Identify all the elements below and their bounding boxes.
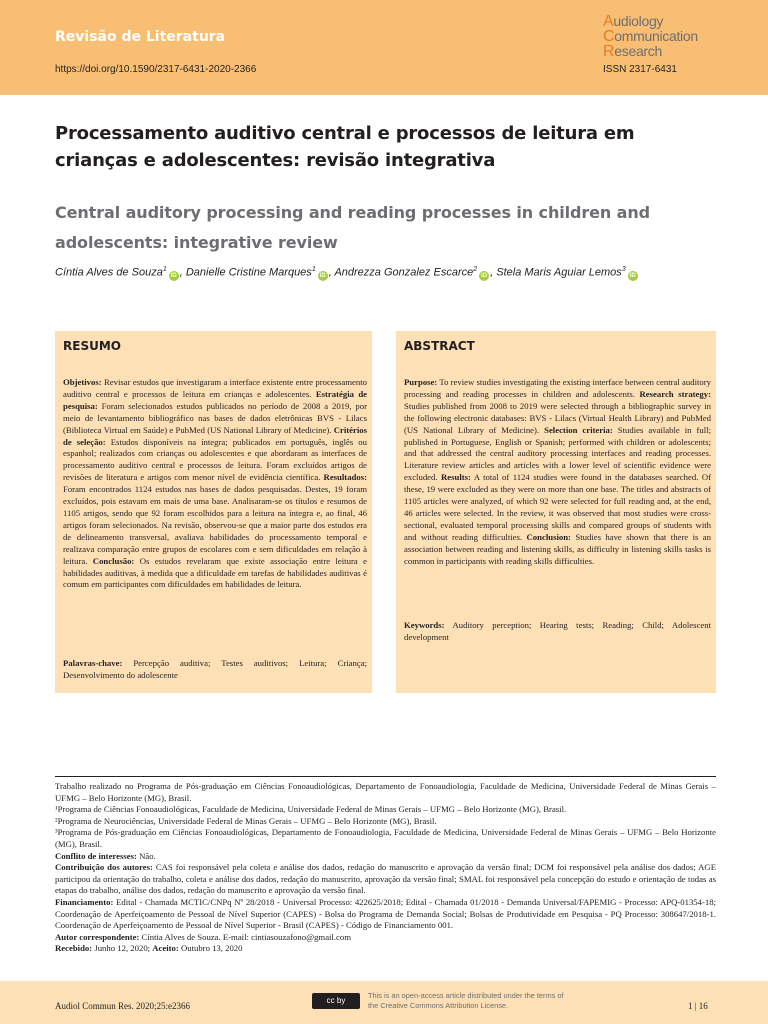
author-name: Cíntia Alves de Souza [55, 266, 163, 279]
abstract-purpose-label: Purpose: [404, 377, 438, 387]
corresp-text: Cíntia Alves de Souza. E-mail: cintiasouzafono@gmail.com [139, 931, 352, 942]
abstract-heading: ABSTRACT [404, 339, 475, 353]
author-separator: , [328, 266, 335, 279]
orcid-icon[interactable]: iD [319, 272, 326, 279]
accepted-text: Outubro 13, 2020 [178, 943, 243, 954]
resumo-estrategia: Foram selecionados estudos publicados no período de 2008 a 2019, por meio de levantamento bibliográfico nas bases de dados eletrônicas BVS - Lilacs (Biblioteca Virtual em Saúde) e PubMed (US National Library of Medicine). [63, 400, 367, 435]
resumo-objetivos: Revisar estudos que investigaram a interface existente entre processamento auditivo central e processos de leitura em crianças e adolescentes. [63, 377, 367, 399]
title-english: Central auditory processing and reading processes in children and adolescents: integrative review [55, 203, 651, 252]
orcid-icon[interactable]: iD [481, 272, 488, 279]
abstract-strategy-label: Research strategy: [639, 388, 711, 399]
abstract-keywords-label: Keywords: [404, 620, 445, 630]
author-affiliation: 3 [621, 266, 626, 273]
logo-letter-r: R [603, 43, 615, 60]
author-name: Andrezza Gonzalez Escarce [334, 266, 474, 279]
abstract-criteria-label: Selection criteria: [544, 424, 613, 435]
doi-link[interactable]: https://doi.org/10.1590/2317-6431-2020-2366 [55, 64, 257, 75]
resumo-keywords-label: Palavras-chave: [63, 658, 123, 668]
footnote-work: Trabalho realizado no Programa de Pós-graduação em Ciências Fonoaudiológicas, Departamento de Fonoaudiologia, Faculdade de Medicina, Universidade Federal de Minas Gerais – UFMG – Belo Horizonte (MG), Brasil. [55, 781, 716, 803]
corresp-label: Autor correspondente: [55, 931, 140, 942]
logo-letter-c: C [603, 28, 615, 45]
abstract-box [396, 331, 716, 693]
abstract-strategy: Studies published from 2008 to 2019 were selected through a bibliographic survey in the following electronic databases: BVS - Lilacs (Virtual Health Library) and PubMed (US National Library of Medicine). [404, 400, 711, 435]
abstract-conclusion-label: Conclusion: [526, 531, 571, 542]
author-name: Stela Maris Aguiar Lemos [496, 266, 622, 279]
abstract-results-label: Results: [440, 472, 471, 483]
resumo-resultados-label: Resultados: [323, 472, 367, 483]
author-affiliation: 1 [311, 266, 316, 273]
resumo-estrategia-label: Estratégia de pesquisa: [63, 388, 368, 411]
orcid-icon[interactable]: iD [170, 272, 177, 279]
author-name: Danielle Cristine Marques [185, 266, 312, 279]
footnote-affiliation-3: ³Programa de Pós-graduação em Ciências Fonoaudiológicas, Departamento de Fonoaudiologia, Faculdade de Medicina, Universidade Federal de Minas Gerais – UFMG – Belo Horizonte (MG), Brasil. [55, 827, 716, 849]
abstract-results: A total of 1124 studies were found in the databases searched. Of these, 19 were excluded as they were on more than one base. The titles and abstracts of 1105 articles were analyzed, of which 92 were selected for full reading and, at the end, 46 articles were selected. In the review, it was observed that most studies were cross-sectional, evaluated temporal processing skills and compared groups of students with and without reading difficulties. [404, 472, 711, 542]
abstract-purpose: To review studies investigating the existing interface between central auditory processing and reading processes in children and adolescents. [404, 377, 711, 399]
resumo-resultados: Foram encontrados 1124 estudos nas bases de dados pesquisadas. Destes, 19 foram excluídos, pois estavam em mais de uma base. Analisaram-se os títulos e resumos de 1105 artigos, sendo que 92 foram escolhidos para a leitura na íntegra e, ao final, 46 artigos foram selecionados. Na revisão, observou-se que a maior parte dos estudos era de delineamento transversal, avaliava habilidades do processamento temporal e realizava comparação entre grupos de escolares com e sem dificuldades em relação à leitura. [63, 484, 367, 566]
contrib-text: CAS foi responsável pela coleta e análise dos dados, redação do manuscrito e aprovação da versão final; DCM foi responsável pela análise dos dados; AGE participou da orientação do trabalho, coleta e análise dos dados, redação do manuscrito, aprovação da versão final; SMAL foi responsável pela concepção do estudo e orientação de todas as etapas do trabalho, análise dos dados, redação do manuscrito e aprovação da versão final. [55, 862, 717, 896]
footnote-funding [55, 897, 716, 932]
license-text: This is an open-access article distributed under the terms of the Creative Commons Attribution License. [368, 991, 564, 1010]
resumo-objetivos-label: Objetivos: [63, 377, 102, 387]
footnote-dates [55, 943, 716, 955]
creative-commons-icon[interactable]: cc by [312, 993, 360, 1009]
footnote-divider [55, 776, 716, 777]
author-separator: , [179, 266, 186, 279]
received-label: Recebido: [55, 943, 93, 954]
citation: Audiol Commun Res. 2020;25:e2366 [55, 1001, 190, 1011]
abstract-conclusion: Studies have shown that there is an association between reading and listening skills, as difficulty in listening skills tasks is common in participants with reading skills difficulties. [404, 531, 711, 566]
logo-letter-a: A [603, 13, 614, 30]
resumo-keywords-text: Percepção auditiva; Testes auditivos; Leitura; Criança; Desenvolvimento do adolescente [63, 658, 367, 680]
resumo-conclusao: Os estudos revelaram que existe associação entre leitura e habilidades auditivas, à medida que a dificuldade em tarefas de habilidades auditivas é comum em participantes com dificuldades em habilidades de leitura. [63, 555, 367, 590]
resumo-box [55, 331, 372, 693]
resumo-criterios: Estudos disponíveis na íntegra; publicados em português, inglês ou espanhol; realizados com crianças ou adolescentes e que abordaram as interfaces de processamento auditivo central e processos de leitura. Foram excluídos artigos de revisões de literatura e artigos com menor nível de evidência científica. [63, 436, 367, 483]
abstract-text [404, 377, 711, 568]
resumo-criterios-label: Critérios de seleção: [63, 424, 367, 447]
logo-word-3: esearch [614, 43, 662, 59]
title-portuguese: Processamento auditivo central e processos de leitura em crianças e adolescentes: revisão integrativa [55, 123, 635, 171]
page-footer [0, 981, 768, 1024]
footnotes [55, 781, 716, 955]
journal-header [0, 0, 768, 95]
author-affiliation: 1 [162, 266, 167, 273]
resumo-keywords [63, 658, 367, 682]
resumo-heading: RESUMO [63, 339, 121, 353]
page-number: 1 | 16 [688, 1001, 708, 1011]
footnote-corresponding [55, 932, 716, 944]
received-text: Junho 12, 2020; [92, 943, 153, 954]
accepted-label: Aceito: [152, 943, 179, 954]
author-list [55, 266, 745, 281]
funding-text: Edital - Chamada MCTIC/CNPq Nº 28/2018 - Universal Processo: 422625/2018; Edital - Chamada 01/2018 - Demanda Universal/FAPEMIG - Processo: APQ-01354-18; Coordenação de Aperfeiçoamento de Pessoal de Nível Superior (CAPES) - Bolsa do Programa de Demanda Social; Bolsas de Produtividade em Pesquisa - PQ Processo: 308647/2018-1. Coordenação de Aperfeiçoamento de Pessoal de Nível Superior - Brasil (CAPES) - Código de Financiamento 001. [55, 896, 716, 931]
footnote-conflict [55, 851, 716, 863]
author-separator: , [490, 266, 497, 279]
contrib-label: Contribuição dos autores: [55, 862, 153, 873]
abstract-keywords [404, 620, 711, 644]
orcid-icon[interactable]: iD [629, 272, 636, 279]
author-affiliation: 2 [473, 266, 478, 273]
abstract-keywords-text: Auditory perception; Hearing tests; Reading; Child; Adolescent development [404, 620, 711, 642]
footnote-contributions [55, 862, 716, 897]
funding-label: Financiamento: [55, 896, 114, 907]
logo-word-1: udiology [613, 13, 664, 29]
logo-word-2: ommunication [614, 28, 698, 44]
journal-logo [603, 14, 733, 59]
issn: ISSN 2317-6431 [603, 64, 677, 75]
section-label: Revisão de Literatura [55, 29, 226, 45]
footnote-affiliation-1: ¹Programa de Ciências Fonoaudiológicas, Faculdade de Medicina, Universidade Federal de Minas Gerais – UFMG – Belo Horizonte (MG), Brasil. [55, 804, 567, 815]
conflict-label: Conflito de interesses: [55, 850, 137, 861]
footnote-affiliation-2: ²Programa de Neurociências, Universidade Federal de Minas Gerais – UFMG – Belo Horizonte (MG), Brasil. [55, 815, 437, 826]
resumo-conclusao-label: Conclusão: [92, 555, 135, 566]
resumo-text [63, 377, 367, 591]
conflict-text: Não. [136, 850, 156, 861]
abstract-criteria: Studies available in full; published in Portuguese, English or Spanish; performed with children or adolescents; and that addressed the central auditory processing interfaces and reading processes. Literature review articles and articles with a lower level of scientific evidence were excluded. [404, 424, 711, 483]
